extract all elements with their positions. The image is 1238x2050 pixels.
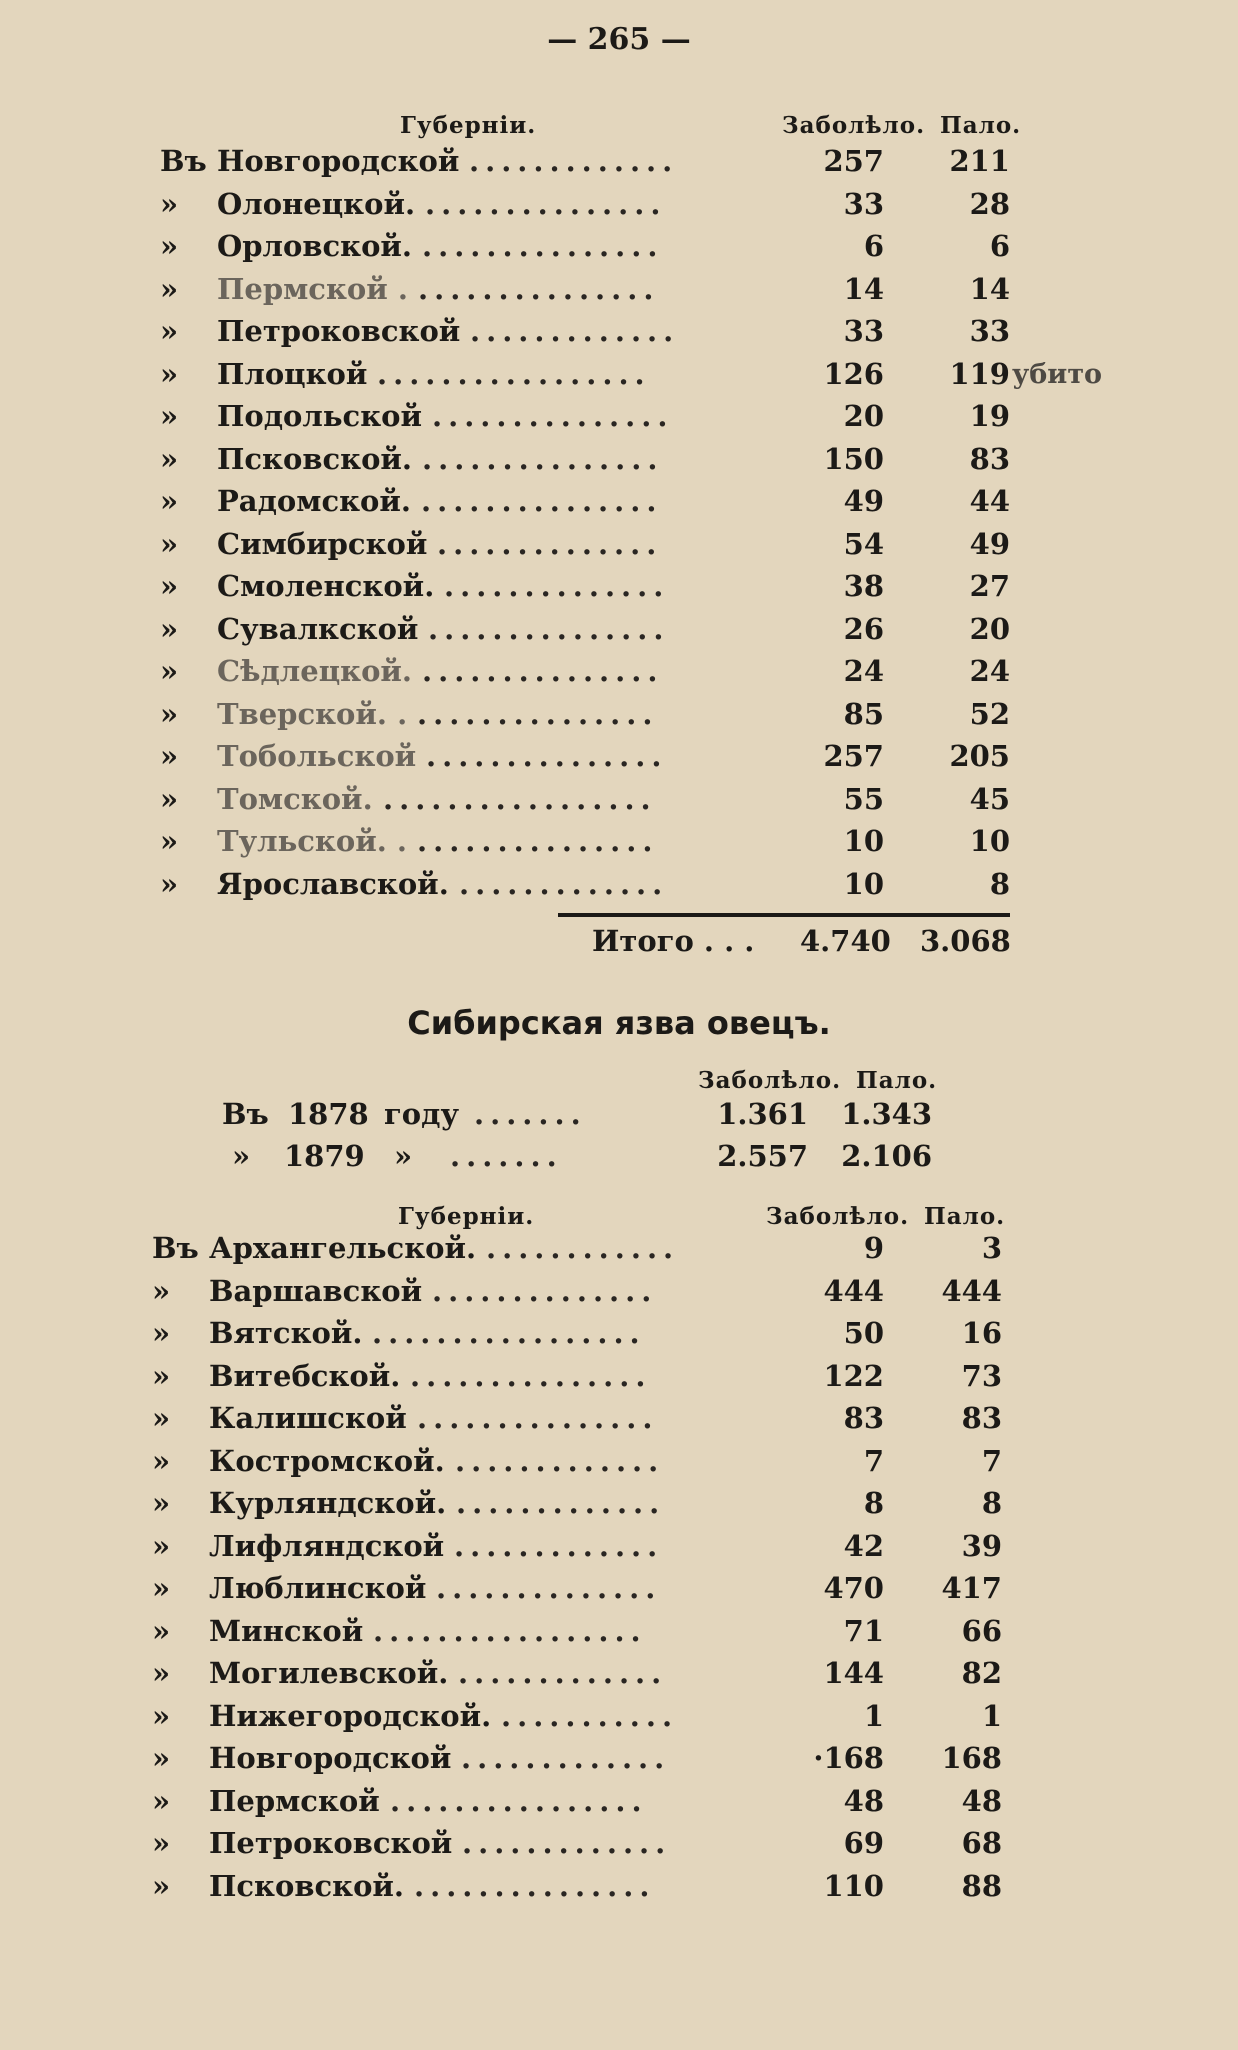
row-prefix: » [152, 1613, 171, 1648]
died-count: 88 [961, 1868, 1002, 1903]
province-name: Витебской. [209, 1358, 401, 1393]
province-name: Петроковской [209, 1826, 453, 1860]
leader-dots: ............... [417, 696, 659, 731]
province-name: Тверской. . [217, 696, 408, 731]
leader-dots: ............. [470, 314, 680, 348]
died-count: 73 [961, 1358, 1002, 1393]
row-prefix: » [160, 526, 179, 561]
leader-dots: ............. [455, 1443, 665, 1478]
table-row [152, 1486, 1002, 1528]
leader-dots: ............... [422, 654, 664, 688]
table-row [152, 1231, 1002, 1273]
province-name: Томской. [217, 781, 373, 816]
row-prefix: » [152, 1698, 171, 1733]
died-count: 24 [969, 654, 1010, 688]
died-count: 83 [969, 441, 1010, 476]
died-count: 8 [981, 1486, 1002, 1520]
sick-count: 54 [843, 526, 884, 561]
row-prefix: » [160, 866, 179, 901]
row-prefix: » [160, 399, 179, 433]
leader-dots: ............... [426, 739, 668, 773]
table-row [152, 1316, 1002, 1358]
row-note: убито [1012, 358, 1103, 390]
died-count: 48 [961, 1783, 1002, 1818]
t1-header-sick: Заболѣло. [782, 112, 926, 139]
year-value: 1879 [284, 1139, 365, 1173]
table-row [152, 1359, 1002, 1401]
leader-dots: ............... [422, 229, 664, 263]
leader-dots: ............... [418, 271, 660, 306]
row-prefix: » [152, 1528, 171, 1563]
table-row [160, 782, 1010, 824]
leader-dots: ............... [410, 1358, 652, 1393]
died-count: 68 [961, 1826, 1002, 1860]
table-row [160, 484, 1010, 526]
row-prefix: » [152, 1571, 171, 1605]
leader-dots: ............ [486, 1231, 680, 1265]
province-name: Пермской [209, 1783, 380, 1818]
table-row [160, 867, 1010, 909]
table-row [152, 1444, 1002, 1486]
province-name: Костромской. [209, 1443, 445, 1478]
row-prefix: » [160, 654, 179, 688]
year-prefix: » [232, 1139, 251, 1173]
province-name: Нижегородской. [209, 1698, 492, 1733]
row-prefix: » [152, 1486, 171, 1520]
died-count: 211 [949, 144, 1010, 178]
table-row [160, 612, 1010, 654]
row-prefix: » [160, 739, 179, 773]
died-count: 14 [969, 271, 1010, 306]
row-prefix: » [152, 1443, 171, 1478]
row-prefix: » [152, 1868, 171, 1903]
leader-dots: ............... [417, 1401, 659, 1435]
row-prefix: » [152, 1316, 171, 1350]
year-prefix: Въ [222, 1097, 269, 1131]
died-count: 49 [969, 526, 1010, 561]
table-row [160, 739, 1010, 781]
row-prefix: » [160, 314, 179, 348]
province-name: Радомской. [217, 484, 412, 518]
died-count: 44 [969, 484, 1010, 518]
table-row [152, 1784, 1002, 1826]
sick-count: 444 [823, 1273, 884, 1308]
died-count: 33 [969, 314, 1010, 348]
years-header-sick: Заболѣло. [698, 1067, 842, 1094]
sick-count: 33 [843, 314, 884, 348]
province-name: Псковской. [209, 1868, 405, 1903]
province-name: Калишской [209, 1401, 407, 1435]
year-word: году [384, 1097, 460, 1131]
leader-dots: ............. [461, 1741, 671, 1775]
sick-count: 122 [823, 1358, 884, 1393]
sick-count: 24 [843, 654, 884, 688]
leader-dots: ............... [417, 824, 659, 858]
leader-dots: ............... [425, 186, 667, 221]
province-name: Сувалкской [217, 611, 419, 646]
province-name: Вятской. [209, 1316, 363, 1350]
sick-count: 20 [843, 399, 884, 433]
died-count: 66 [961, 1613, 1002, 1648]
row-prefix: » [160, 229, 179, 263]
died-count: 7 [981, 1443, 1002, 1478]
total-sick: 4.740 [800, 924, 891, 958]
row-prefix: » [152, 1273, 171, 1308]
died-count: 2.106 [841, 1139, 932, 1173]
row-prefix: » [160, 186, 179, 221]
died-count: 205 [949, 739, 1010, 773]
section-title: Сибирская язва овецъ. [407, 1004, 831, 1042]
died-count: 417 [941, 1571, 1002, 1605]
leader-dots: .............. [437, 526, 663, 561]
t1-header-province: Губерніи. [400, 112, 537, 139]
died-count: 119 [949, 356, 1010, 391]
row-prefix: » [160, 611, 179, 646]
province-name: Лифляндской [209, 1528, 445, 1563]
row-prefix: Въ [152, 1231, 199, 1265]
died-count: 82 [961, 1656, 1002, 1690]
row-prefix: Въ [160, 144, 207, 178]
province-name: Минской [209, 1613, 364, 1648]
total-label: Итого . . . [592, 924, 755, 958]
sick-count: 10 [843, 824, 884, 858]
year-value: 1878 [288, 1097, 369, 1131]
table-row [152, 1741, 1002, 1783]
row-prefix: » [160, 441, 179, 476]
leader-dots: ................. [383, 781, 657, 816]
died-count: 28 [969, 186, 1010, 221]
sick-count: 6 [863, 229, 884, 263]
table-row [152, 1401, 1002, 1443]
province-name: Варшавской [209, 1273, 423, 1308]
died-count: 8 [989, 866, 1010, 901]
province-name: Подольской [217, 399, 422, 433]
row-prefix: » [152, 1656, 171, 1690]
table-row [160, 697, 1010, 739]
sick-count: 10 [843, 866, 884, 901]
table-row [152, 1869, 1002, 1911]
died-count: 83 [961, 1401, 1002, 1435]
total-died: 3.068 [920, 924, 1011, 958]
table-row [160, 314, 1010, 356]
province-name: Архангельской. [209, 1231, 477, 1265]
died-count: 52 [969, 696, 1010, 731]
sick-count: 110 [823, 1868, 884, 1903]
row-prefix: » [152, 1741, 171, 1775]
table-row [152, 1826, 1002, 1868]
leader-dots: ............. [469, 144, 679, 178]
table-row [152, 1571, 1002, 1613]
table-row [160, 144, 1010, 186]
died-count: 45 [969, 781, 1010, 816]
sick-count: 50 [843, 1316, 884, 1350]
table-row [160, 272, 1010, 314]
row-prefix: » [160, 781, 179, 816]
province-name: Новгородской [217, 144, 460, 178]
province-name: Олонецкой. [217, 186, 416, 221]
province-name: Ярославской. [217, 866, 449, 901]
leader-dots: ............. [459, 866, 669, 901]
leader-dots: ............... [414, 1868, 656, 1903]
sick-count: 42 [843, 1528, 884, 1563]
leader-dots: .............. [436, 1571, 662, 1605]
leader-dots: ............. [456, 1486, 666, 1520]
leader-dots: ........... [501, 1698, 679, 1733]
table-row [160, 654, 1010, 696]
row-prefix: » [160, 271, 179, 306]
leader-dots: .............. [444, 569, 670, 603]
table-row [152, 1529, 1002, 1571]
sick-count: 38 [843, 569, 884, 603]
province-name: Новгородской [209, 1741, 452, 1775]
died-count: 3 [981, 1231, 1002, 1265]
leader-dots: ................. [373, 1613, 647, 1648]
leader-dots: ................ [390, 1783, 648, 1818]
leader-dots: ............... [432, 399, 674, 433]
sick-count: 7 [863, 1443, 884, 1478]
died-count: 19 [969, 399, 1010, 433]
row-prefix: » [160, 569, 179, 603]
sick-count: 9 [863, 1231, 884, 1265]
leader-dots: ............... [421, 484, 663, 518]
sick-count: 85 [843, 696, 884, 731]
table-row [152, 1699, 1002, 1741]
row-prefix: » [160, 696, 179, 731]
table-row [160, 229, 1010, 271]
table-row [160, 569, 1010, 611]
sick-count: 8 [863, 1486, 884, 1520]
province-name: Курляндской. [209, 1486, 447, 1520]
sick-count: 55 [843, 781, 884, 816]
row-prefix: » [152, 1783, 171, 1818]
row-prefix: » [152, 1358, 171, 1393]
sick-count: 150 [823, 441, 884, 476]
leader-dots: ............... [422, 441, 664, 476]
table-row [160, 399, 1010, 441]
table-row [160, 527, 1010, 569]
leader-dots: ....... [450, 1139, 563, 1173]
sick-count: 257 [823, 739, 884, 773]
t2-header-sick: Заболѣло. [766, 1203, 910, 1230]
province-name: Тульской. . [217, 824, 408, 858]
sick-count: 2.557 [717, 1139, 808, 1173]
sick-count: 257 [823, 144, 884, 178]
row-prefix: » [160, 824, 179, 858]
year-word: » [394, 1139, 413, 1173]
table-row [152, 1614, 1002, 1656]
province-name: Тобольской [217, 739, 417, 773]
province-name: Смоленской. [217, 569, 435, 603]
province-name: Плоцкой [217, 356, 368, 391]
sick-count: 69 [843, 1826, 884, 1860]
year-row [222, 1139, 932, 1181]
leader-dots: ............. [462, 1826, 672, 1860]
province-name: Пермской . [217, 271, 408, 306]
leader-dots: ............. [458, 1656, 668, 1690]
years-header-died: Пало. [856, 1067, 938, 1094]
page-number: — 265 — [547, 22, 691, 57]
t2-header-province: Губерніи. [398, 1203, 535, 1230]
leader-dots: ................. [377, 356, 651, 391]
leader-dots: ............... [428, 611, 670, 646]
died-count: 1.343 [841, 1097, 932, 1131]
died-count: 168 [941, 1741, 1002, 1775]
sick-count: 26 [843, 611, 884, 646]
sick-count: 144 [823, 1656, 884, 1690]
sick-count: 71 [843, 1613, 884, 1648]
t1-header-died: Пало. [940, 112, 1022, 139]
year-row [222, 1097, 932, 1139]
died-count: 6 [989, 229, 1010, 263]
province-name: Петроковской [217, 314, 461, 348]
table-row [160, 442, 1010, 484]
sick-count: ·168 [813, 1741, 884, 1775]
table-row [160, 356, 1103, 399]
row-prefix: » [160, 356, 179, 391]
province-name: Симбирской [217, 526, 428, 561]
row-prefix: » [152, 1401, 171, 1435]
sick-count: 126 [823, 356, 884, 391]
leader-dots: ................. [372, 1316, 646, 1350]
leader-dots: .............. [432, 1273, 658, 1308]
sick-count: 48 [843, 1783, 884, 1818]
sick-count: 83 [843, 1401, 884, 1435]
province-name: Псковской. [217, 441, 413, 476]
died-count: 39 [961, 1528, 1002, 1563]
sick-count: 49 [843, 484, 884, 518]
province-name: Люблинской [209, 1571, 427, 1605]
leader-dots: ....... [474, 1097, 587, 1131]
leader-dots: ............. [454, 1528, 664, 1563]
sick-count: 14 [843, 271, 884, 306]
table-row [152, 1274, 1002, 1316]
died-count: 20 [969, 611, 1010, 646]
row-prefix: » [160, 484, 179, 518]
died-count: 444 [941, 1273, 1002, 1308]
sick-count: 470 [823, 1571, 884, 1605]
province-name: Орловской. [217, 229, 413, 263]
died-count: 27 [969, 569, 1010, 603]
table-row [152, 1656, 1002, 1698]
table-row [160, 824, 1010, 866]
died-count: 16 [961, 1316, 1002, 1350]
table-row [160, 187, 1010, 229]
sick-count: 33 [843, 186, 884, 221]
died-count: 10 [969, 824, 1010, 858]
row-prefix: » [152, 1826, 171, 1860]
total-rule [558, 913, 1010, 917]
province-name: Сѣдлецкой. [217, 654, 413, 688]
province-name: Могилевской. [209, 1656, 449, 1690]
sick-count: 1 [863, 1698, 884, 1733]
sick-count: 1.361 [717, 1097, 808, 1131]
died-count: 1 [981, 1698, 1002, 1733]
t2-header-died: Пало. [924, 1203, 1006, 1230]
